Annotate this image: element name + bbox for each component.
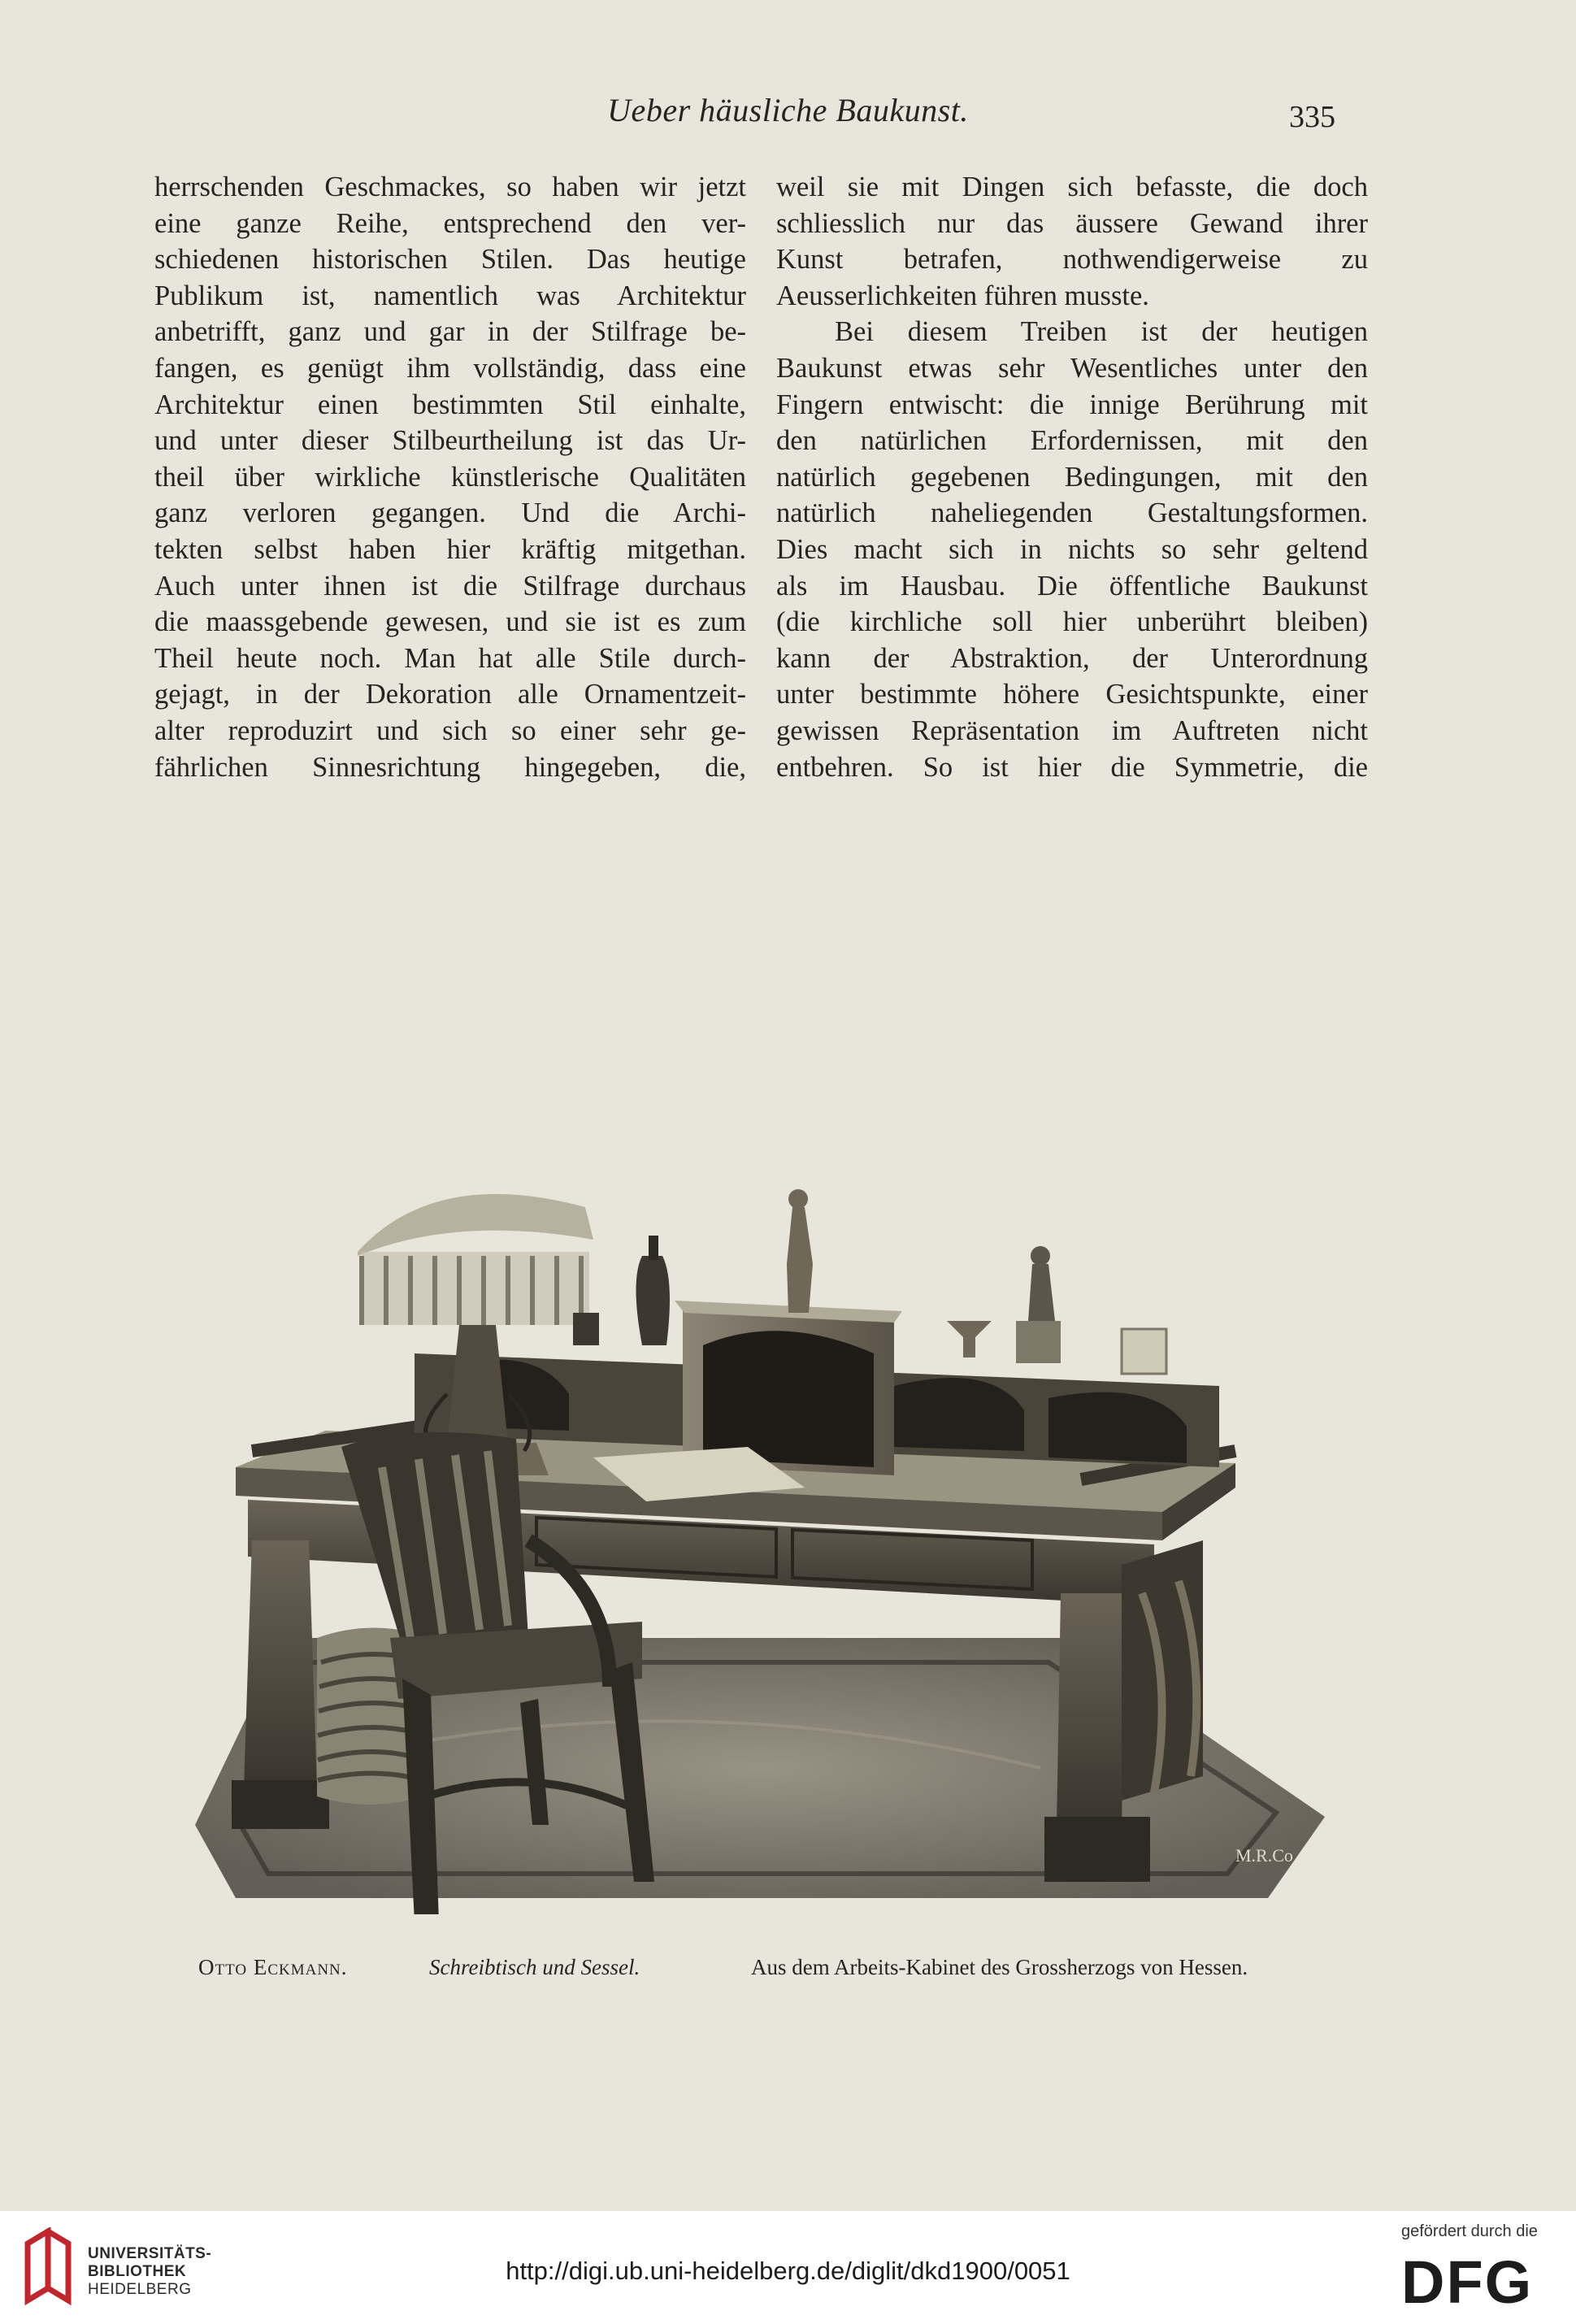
running-title: Ueber häusliche Baukunst.: [607, 92, 969, 128]
text-line: Theil heute noch. Man hat alle Stile durch-: [154, 642, 746, 674]
right-text-column: [776, 169, 1368, 785]
text-line: eine ganze Reihe, entsprechend den ver-: [154, 207, 746, 239]
caption-author: Otto Eckmann.: [198, 1955, 348, 1979]
text-line: als im Hausbau. Die öffentliche Baukunst: [776, 570, 1368, 602]
text-line: Aeusserlichkeiten führen musste.: [776, 280, 1149, 311]
illustration-svg: [187, 825, 1341, 1914]
text-line: alter reproduzirt und sich so einer sehr ge-: [154, 715, 746, 746]
digitization-footer: [0, 2211, 1576, 2324]
text-line: schliesslich nur das äussere Gewand ihrer: [776, 207, 1368, 239]
text-line: tekten selbst haben hier kräftig mitgethan.: [154, 533, 746, 565]
text-line: kann der Abstraktion, der Unterordnung: [776, 642, 1368, 674]
engraver-monogram: M.R.Co: [1235, 1845, 1293, 1866]
text-line: herrschenden Geschmackes, so haben wir jetzt: [154, 172, 746, 202]
text-line: natürlich gegebenen Bedingungen, mit den: [776, 461, 1368, 493]
text-line: natürlich naheliegenden Gestaltungsformen.: [776, 497, 1368, 529]
text-line: Auch unter ihnen ist die Stilfrage durchaus: [154, 570, 746, 602]
text-line: weil sie mit Dingen sich befasste, die doch: [776, 172, 1368, 202]
text-line: Dies macht sich in nichts so sehr geltend: [776, 533, 1368, 565]
page-number: 335: [1289, 100, 1335, 134]
text-line: die maassgebende gewesen, und sie ist es zum: [154, 606, 746, 638]
library-name-line: HEIDELBERG: [88, 2281, 192, 2298]
text-line: anbetrifft, ganz und gar in der Stilfrage be-: [154, 316, 746, 348]
text-line: und unter dieser Stilbeurtheilung ist das Ur-: [154, 425, 746, 457]
text-line: fährlichen Sinnesrichtung hingegeben, die,: [154, 751, 746, 783]
caption-source: Aus dem Arbeits-Kabinet des Grossherzogs von Hessen.: [751, 1955, 1248, 1979]
text-line: (die kirchliche soll hier unberührt bleiben): [776, 606, 1368, 638]
text-line: unter bestimmte höhere Gesichtspunkte, einer: [776, 679, 1368, 710]
funded-by-label: gefördert durch die: [1401, 2222, 1538, 2240]
text-line: gejagt, in der Dekoration alle Ornamentzeit-: [154, 679, 746, 710]
library-name-line: UNIVERSITÄTS-: [88, 2245, 212, 2262]
text-line: gewissen Repräsentation im Auftreten nicht: [776, 715, 1368, 746]
text-line: entbehren. So ist hier die Symmetrie, die: [776, 751, 1368, 783]
text-line: fangen, es genügt ihm vollständig, dass eine: [154, 352, 746, 384]
library-name-line: BIBLIOTHEK: [88, 2263, 187, 2280]
text-line: Publikum ist, namentlich was Architektur: [154, 280, 746, 311]
left-text-column: [154, 169, 746, 785]
dfg-logo: DFG: [1401, 2248, 1534, 2316]
text-line: Bei diesem Treiben ist der heutigen: [835, 316, 1368, 348]
desk-and-chair-illustration: [187, 825, 1341, 1914]
caption-title: Schreibtisch und Sessel.: [429, 1955, 640, 1979]
permalink-url[interactable]: http://digi.ub.uni-heidelberg.de/diglit/dkd1900/0051: [506, 2257, 1070, 2285]
text-line: Baukunst etwas sehr Wesentliches unter den: [776, 352, 1368, 384]
text-line: den natürlichen Erfordernissen, mit den: [776, 425, 1368, 457]
text-line: Fingern entwischt: die innige Berührung mit: [776, 389, 1368, 420]
text-line: theil über wirkliche künstlerische Qualitäten: [154, 461, 746, 493]
text-line: Architektur einen bestimmten Stil einhalte,: [154, 389, 746, 420]
text-line: Kunst betrafen, nothwendigerweise zu: [776, 244, 1368, 276]
text-line: schiedenen historischen Stilen. Das heutige: [154, 244, 746, 276]
text-line: ganz verloren gegangen. Und die Archi-: [154, 497, 746, 529]
